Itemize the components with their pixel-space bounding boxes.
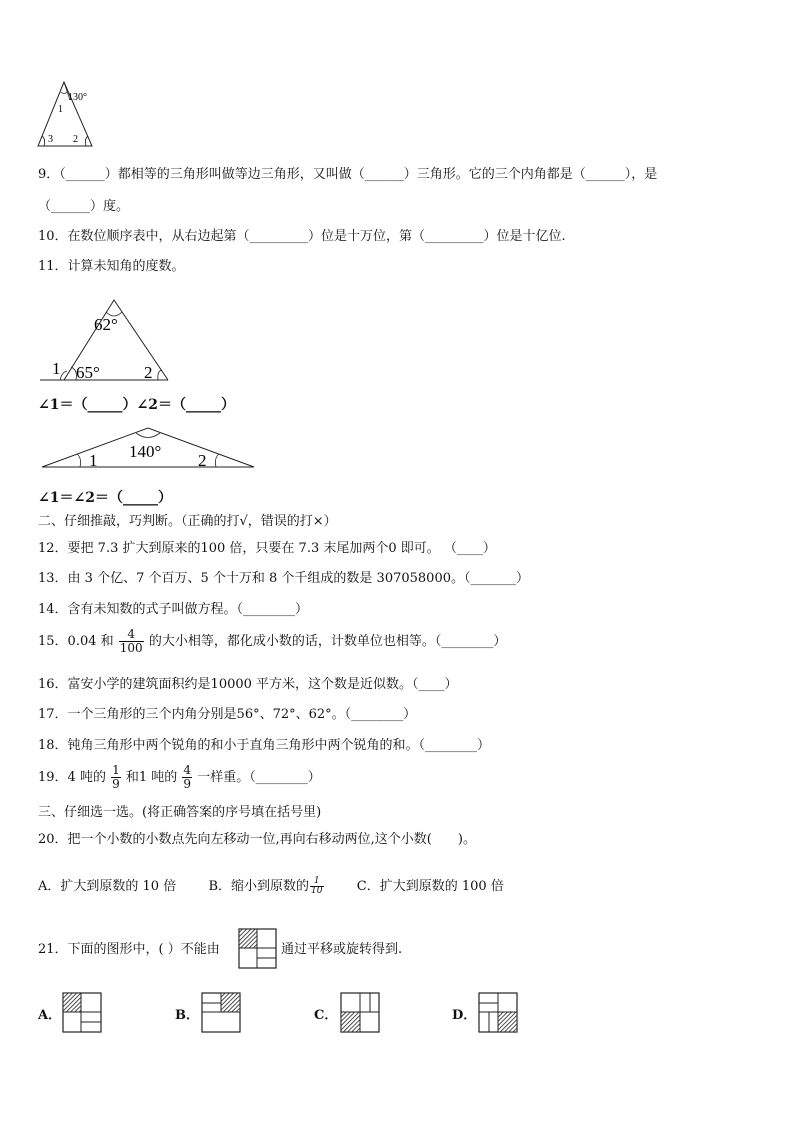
q18: 18．钝角三角形中两个锐角的和小于直角三角形中两个锐角的和。（________） bbox=[38, 738, 491, 753]
q19-pre: 19．4 吨的 bbox=[38, 770, 106, 785]
top-triangle-label-1: 1 bbox=[58, 104, 63, 115]
triangle-62-65-figure bbox=[40, 300, 168, 382]
q19-n2: 4 bbox=[183, 763, 192, 777]
q20-b-den: 10 bbox=[311, 886, 323, 896]
top-triangle-label-3: 3 bbox=[48, 134, 53, 145]
q11-answer-2: ∠1＝∠2＝（_____） bbox=[38, 490, 172, 506]
q19 bbox=[38, 764, 321, 791]
q21-post: 通过平移或旋转得到. bbox=[281, 942, 403, 957]
section-3-heading: 三、仔细选一选。(将正确答案的序号填在括号里) bbox=[38, 805, 322, 820]
top-triangle-label-2: 2 bbox=[73, 134, 78, 145]
angle-65-label: 65° bbox=[76, 363, 100, 382]
option-a-figure bbox=[63, 993, 101, 1032]
q21-pre: 21．下面的图形中，( ）不能由 bbox=[38, 942, 220, 957]
angle-1-label-b: 1 bbox=[89, 451, 98, 470]
q15-den: 100 bbox=[119, 641, 143, 655]
q20: 20．把一个小数的小数点先向左移动一位,再向右移动两位,这个小数( )。 bbox=[38, 832, 476, 847]
top-triangle-apex-label: 130° bbox=[68, 92, 87, 103]
q21-option-b-label: B． bbox=[175, 1008, 199, 1023]
option-d-figure bbox=[479, 993, 517, 1032]
q20-option-a: A．扩大到原数的 10 倍 bbox=[38, 879, 177, 894]
angle-62-label: 62° bbox=[94, 315, 118, 334]
angle-2-label: 2 bbox=[144, 363, 153, 382]
q15-num: 4 bbox=[119, 628, 144, 642]
q11: 11．计算未知角的度数。 bbox=[38, 259, 185, 274]
angle-2-label-b: 2 bbox=[198, 451, 207, 470]
q19-fraction-2 bbox=[182, 764, 192, 791]
q20-options bbox=[38, 877, 504, 896]
q21-option-c-label: C． bbox=[314, 1008, 338, 1023]
q21-option-d-label: D． bbox=[452, 1008, 477, 1023]
q19-post: 一样重。（________） bbox=[197, 770, 321, 785]
q21-reference-figure bbox=[239, 929, 276, 968]
q15-pre: 15．0.04 和 bbox=[38, 634, 114, 649]
angle-1-label: 1 bbox=[52, 359, 61, 378]
q15-post: 的大小相等，都化成小数的话，计数单位也相等。（________） bbox=[148, 634, 507, 649]
q15 bbox=[38, 628, 506, 655]
angle-140-label: 140° bbox=[129, 442, 162, 461]
option-c-figure bbox=[341, 993, 379, 1032]
q10: 10．在数位顺序表中，从右边起第（_________）位是十万位，第（_________）位是十亿位. bbox=[38, 229, 566, 244]
q19-d2: 9 bbox=[183, 777, 192, 791]
q19-n1: 1 bbox=[112, 763, 120, 777]
q12: 12．要把 7.3 扩大到原来的100 倍，只要在 7.3 末尾加两个0 即可。 （____） bbox=[38, 541, 496, 556]
q14: 14．含有未知数的式子叫做方程。（________） bbox=[38, 602, 309, 617]
q20-option-b: B．缩小到原数的 bbox=[208, 879, 310, 894]
q9-line1: 9．（______）都相等的三角形叫做等边三角形，又叫做（______）三角形。它的三个内角都是（______），是 bbox=[38, 167, 658, 182]
q20-option-b-fraction bbox=[310, 877, 323, 896]
q16: 16．富安小学的建筑面积约是10000 平方米，这个数是近似数。（____） bbox=[38, 677, 458, 692]
q11-answer-1: ∠1＝（_____）∠2＝（_____） bbox=[38, 397, 235, 413]
option-b-figure bbox=[202, 993, 240, 1032]
top-triangle-figure bbox=[38, 82, 92, 146]
q19-fraction-1 bbox=[111, 764, 121, 791]
q20-b-num: 1 bbox=[310, 877, 323, 887]
q19-d1: 9 bbox=[112, 777, 120, 791]
q15-fraction bbox=[119, 628, 144, 655]
q21-option-a-label: A． bbox=[38, 1008, 62, 1023]
triangle-140-figure bbox=[42, 428, 254, 470]
q17: 17．一个三角形的三个内角分别是56°、72°、62°。（________） bbox=[38, 707, 417, 722]
q20-option-c: C．扩大到原数的 100 倍 bbox=[356, 879, 504, 894]
q9-line2: （______）度。 bbox=[38, 199, 130, 214]
q13: 13．由 3 个亿、7 个百万、5 个十万和 8 个千组成的数是 307058000。（_______） bbox=[38, 571, 529, 586]
section-2-heading: 二、仔细推敲，巧判断。（正确的打√，错误的打×） bbox=[38, 514, 337, 529]
q19-mid: 和1 吨的 bbox=[125, 770, 178, 785]
